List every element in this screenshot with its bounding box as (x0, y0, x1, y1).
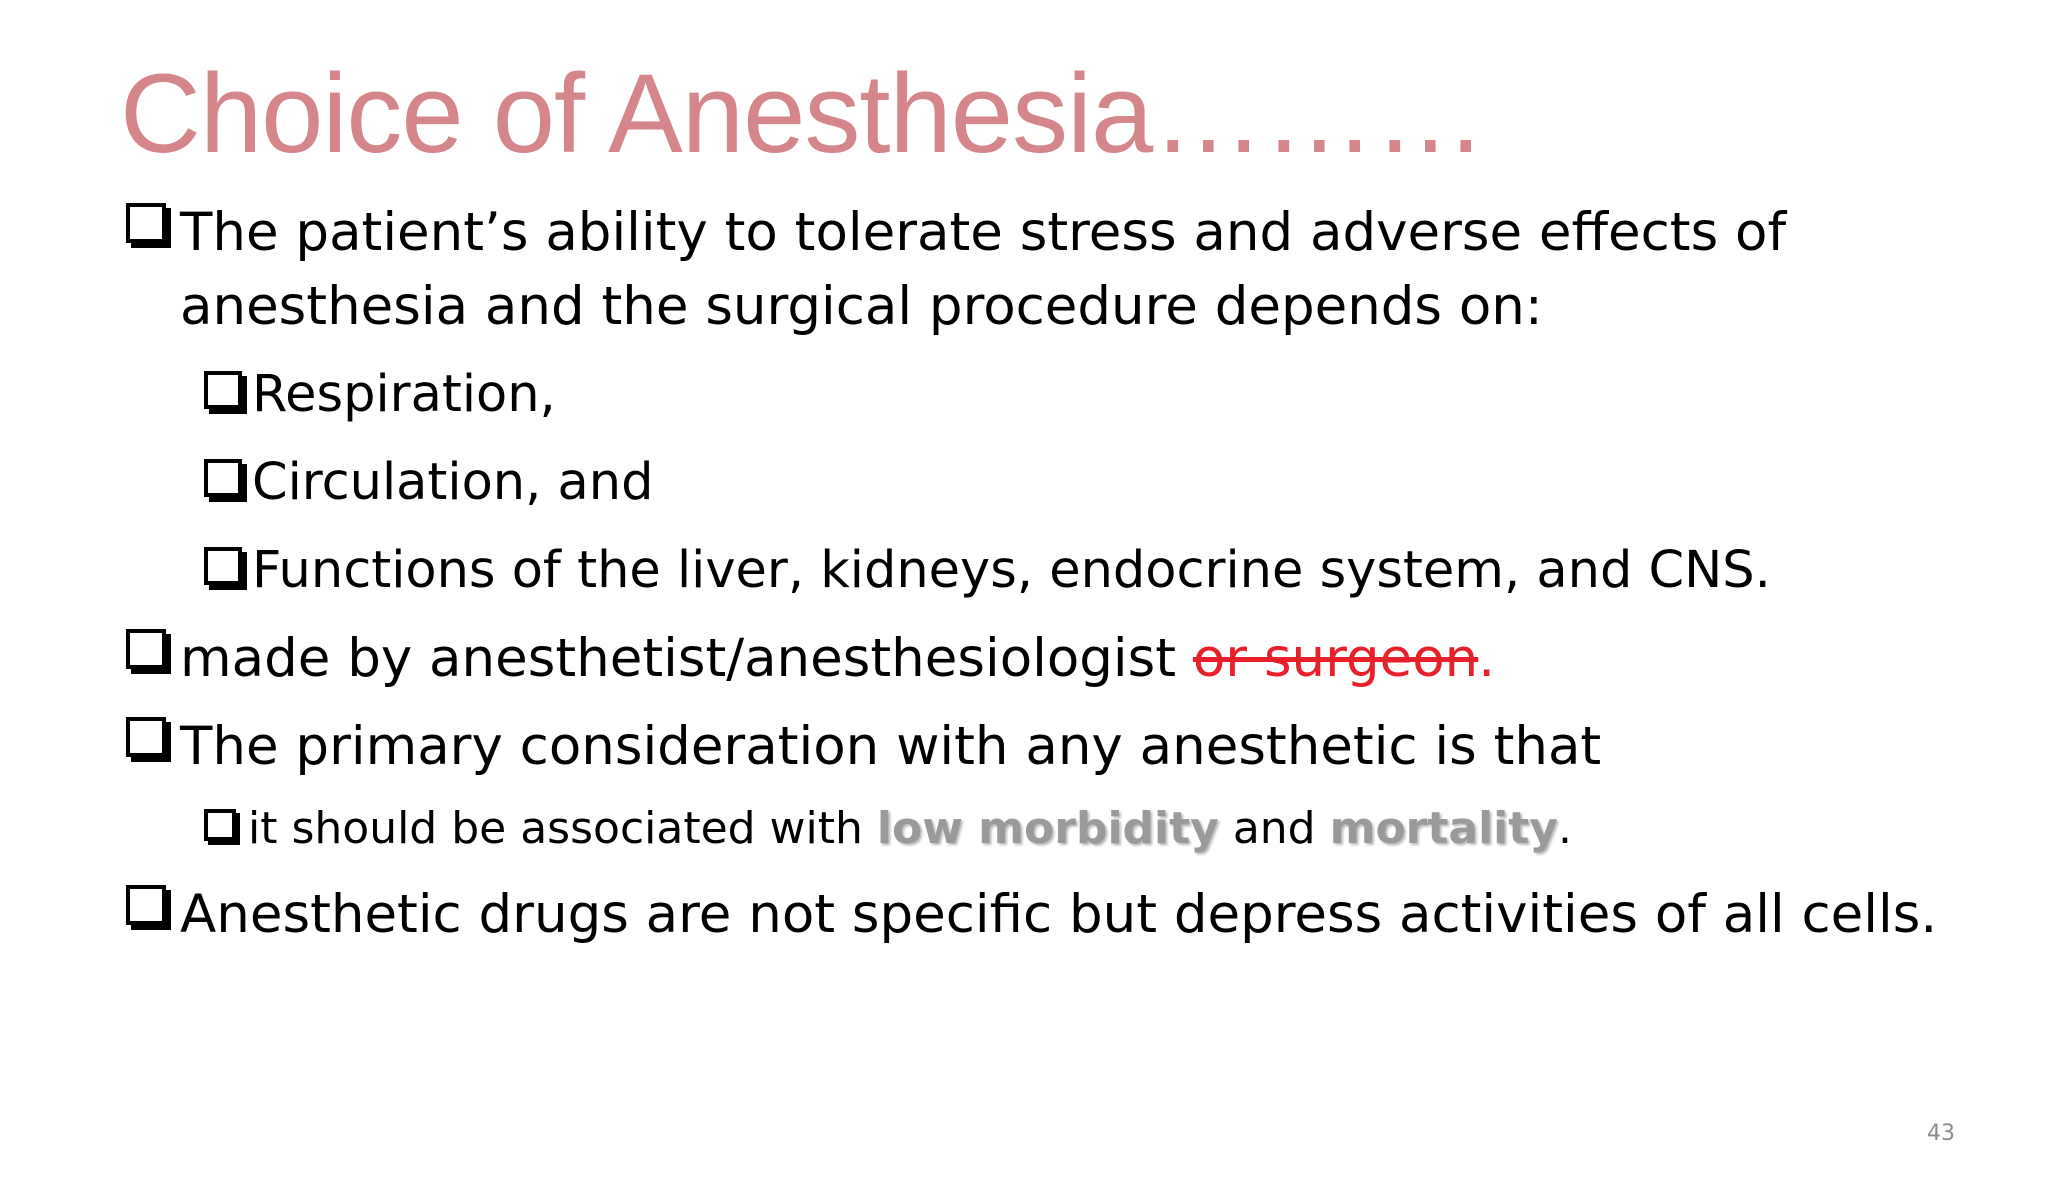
emphasis-text: low morbidity (876, 803, 1219, 854)
checkbox-bullet-icon (126, 203, 166, 243)
bullet-item (124, 622, 2004, 696)
bullet-text: made by anesthetist/anesthesiologist (180, 628, 1193, 689)
sub-bullet-item (124, 534, 2004, 608)
slide-title: Choice of Anesthesia……… (120, 51, 1486, 176)
sub-bullet-period: . (1557, 803, 1572, 854)
bullet-text: The patient’s ability to tolerate stress and adverse effects of anesthesia and the surgical procedure depends on: (180, 202, 1787, 337)
bullet-item (124, 710, 2004, 784)
sub-bullet-text: Circulation, and (252, 453, 654, 512)
checkbox-bullet-icon (204, 809, 236, 841)
bullet-text: The primary consideration with any anesthetic is that (180, 716, 1602, 777)
bullet-item (124, 878, 2004, 952)
checkbox-bullet-icon (126, 885, 166, 925)
sub-bullet-item (124, 358, 2004, 432)
emphasis-text: mortality (1329, 803, 1558, 854)
page-number: 43 (1927, 1121, 1955, 1146)
bullet-item (124, 196, 1880, 344)
sub-bullet-text: and (1218, 803, 1330, 854)
bullet-period: . (1478, 628, 1496, 689)
checkbox-bullet-icon (204, 371, 242, 409)
sub-bullet-item (124, 446, 2004, 520)
bullet-list (124, 196, 2004, 966)
sub-bullet-text: Respiration, (252, 365, 556, 424)
checkbox-bullet-icon (126, 629, 166, 669)
checkbox-bullet-icon (204, 547, 242, 585)
checkbox-bullet-icon (204, 459, 242, 497)
strikethrough-text: or surgeon (1192, 628, 1479, 689)
checkbox-bullet-icon (126, 717, 166, 757)
bullet-text: Anesthetic drugs are not specific but depress activities of all cells. (180, 884, 1938, 945)
sub-bullet-text: Functions of the liver, kidneys, endocrine system, and CNS. (252, 541, 1771, 600)
sub-bullet-item (124, 798, 2004, 860)
sub-bullet-text: it should be associated with (248, 803, 877, 854)
